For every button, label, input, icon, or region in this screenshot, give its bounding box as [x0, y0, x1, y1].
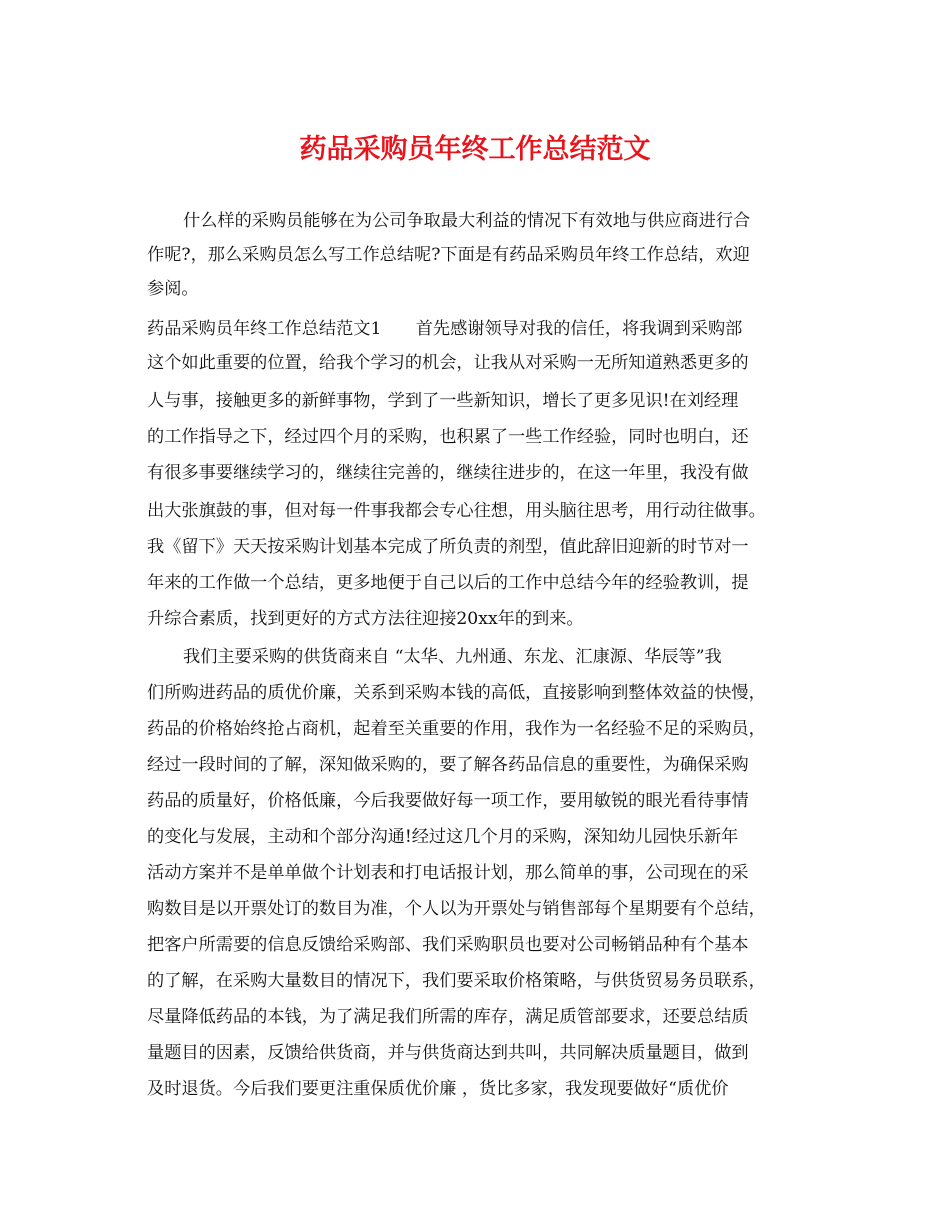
paragraph-line: 作呢?，那么采购员怎么写工作总结呢?下面是有药品采购员年终工作总结，欢迎: [147, 245, 750, 265]
paragraph-line: 参阅。: [147, 279, 199, 299]
paragraph-line: 出大张旗鼓的事，但对每一件事我都会专心往想，用头脑往思考，用行动往做事。: [147, 501, 766, 521]
paragraph-line: 们所购进药品的质优价廉，关系到采购本钱的高低，直接影响到整体效益的快慢，: [147, 683, 766, 703]
paragraph-line: 什么样的采购员能够在为公司争取最大利益的情况下有效地与供应商进行合: [183, 211, 751, 231]
paragraph-line: 购数目是以开票处订的数目为准，个人以为开票处与销售部每个星期要有个总结，: [147, 899, 766, 919]
paragraph-line: 人与事，接触更多的新鲜事物，学到了一些新知识，增长了更多见识!在刘经理: [147, 391, 739, 411]
paragraph-line: 量题目的因素，反馈给供货商，并与供货商达到共叫，共同解决质量题目，做到: [147, 1043, 749, 1063]
paragraph-line: 经过一段时间的了解，深知做采购的，要了解各药品信息的重要性，为确保采购: [147, 755, 749, 775]
paragraph-line: 升综合素质，找到更好的方式方法往迎接20xx年的到来。: [147, 609, 584, 629]
paragraph-line: 及时退货。今后我们要更注重保质优价廉 ，货比多家，我发现要做好“质优价: [147, 1079, 729, 1099]
paragraph-line: 药品的质量好，价格低廉，今后我要做好每一项工作，要用敏锐的眼光看待事情: [147, 791, 749, 811]
paragraph-line: 的变化与发展，主动和个部分沟通!经过这几个月的采购，深知幼儿园快乐新年: [147, 827, 739, 847]
paragraph-line: 我《留下》天天按采购计划基本完成了所负责的剂型，值此辞旧迎新的时节对一: [147, 537, 749, 557]
paragraph-line: 药品的价格始终抢占商机，起着至关重要的作用，我作为一名经验不足的采购员，: [147, 719, 766, 739]
paragraph-line: 的工作指导之下，经过四个月的采购，也积累了一些工作经验，同时也明白，还: [147, 427, 749, 447]
paragraph-line: 这个如此重要的位置，给我个学习的机会，让我从对采购一无所知道熟悉更多的: [147, 353, 749, 373]
paragraph-line: 活动方案并不是单单做个计划表和打电话报计划，那么简单的事，公司现在的采: [147, 863, 749, 883]
paragraph-line: 我们主要采购的供货商来自 “太华、九州通、东龙、汇康源、华辰等”我: [183, 647, 722, 667]
section-heading-line: 药品采购员年终工作总结范文1 首先感谢领导对我的信任，将我调到采购部: [147, 319, 743, 339]
paragraph-line: 有很多事要继续学习的，继续往完善的，继续往进步的，在这一年里，我没有做: [147, 463, 749, 483]
paragraph-line: 的了解，在采购大量数目的情况下，我们要采取价格策略，与供货贸易务员联系，: [147, 971, 766, 991]
paragraph-line: 尽量降低药品的本钱，为了满足我们所需的库存，满足质管部要求，还要总结质: [147, 1007, 749, 1027]
paragraph-line: 把客户所需要的信息反馈给采购部、我们采购职员也要对公司畅销品种有个基本: [147, 935, 749, 955]
paragraph-line: 年来的工作做一个总结，更多地便于自己以后的工作中总结今年的经验教训，提: [147, 573, 749, 593]
document-title: 药品采购员年终工作总结范文: [299, 134, 651, 165]
